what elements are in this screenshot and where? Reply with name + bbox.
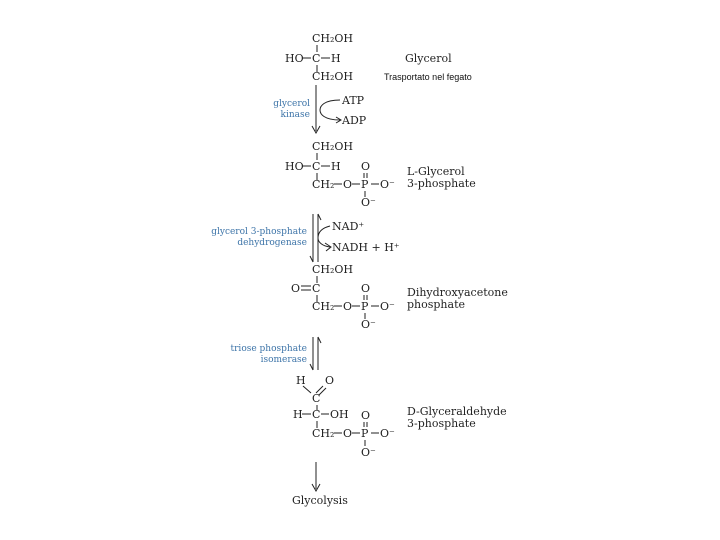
dhap-structure [291, 263, 395, 331]
g3p-phosphorus: P [361, 178, 369, 191]
g3p-right-group: H [331, 160, 341, 173]
cofactor-nad: NAD⁺ [332, 220, 365, 233]
dhap-ester-oxygen: O [343, 300, 353, 313]
dhap-phosphorus: P [361, 300, 369, 313]
g3p-phosphate-o-bottom: O⁻ [361, 196, 376, 209]
g3p-ester-oxygen: O [343, 178, 353, 191]
dhap-phosphate-o-bottom: O⁻ [361, 318, 376, 331]
gap-phosphate-o-top: O [361, 409, 371, 422]
transport-note: Trasportato nel fegato [384, 72, 472, 82]
gap-center-carbon: C [312, 408, 321, 421]
glycerol-center-carbon: C [312, 52, 321, 65]
enzyme-g3p-dehydrogenase-line1: glycerol 3-phosphate [211, 227, 307, 237]
dhap-top-group: CH₂OH [312, 263, 354, 276]
cofactor-nadh: NADH + H⁺ [332, 241, 400, 254]
cofactor-adp: ADP [342, 114, 367, 127]
step-glycerol-kinase [273, 85, 366, 133]
gap-bottom-group: CH₂ [312, 427, 335, 440]
dhap-center-carbon: C [312, 282, 321, 295]
enzyme-g3p-dehydrogenase-line2: dehydrogenase [237, 238, 307, 248]
gap-phosphorus: P [361, 427, 369, 440]
dhap-phosphate-o-top: O [361, 282, 371, 295]
g3p-phosphate-o-right: O⁻ [380, 178, 395, 191]
g3p-left-group: HO [285, 160, 304, 173]
g3p-label-line2: 3-phosphate [407, 177, 476, 190]
gap-aldehyde-h: H [296, 374, 306, 387]
gap-structure [293, 374, 395, 459]
enzyme-glycerol-kinase-line2: kinase [280, 110, 310, 120]
gap-phosphate-o-right: O⁻ [380, 427, 395, 440]
dhap-carbonyl-oxygen: O [291, 282, 301, 295]
glycerol-3-phosphate-structure [285, 140, 395, 209]
gap-label-line1: D-Glyceraldehyde [407, 405, 507, 418]
g3p-phosphate-o-top: O [361, 160, 371, 173]
step-g3p-dehydrogenase [211, 214, 400, 262]
enzyme-glycerol-kinase-line1: glycerol [273, 99, 310, 109]
dhap-label-line2: phosphate [407, 298, 466, 311]
g3p-top-group: CH₂OH [312, 140, 354, 153]
dhap-bottom-group: CH₂ [312, 300, 335, 313]
g3p-label-line1: L-Glycerol [407, 165, 465, 178]
gap-hydroxyl: OH [330, 408, 349, 421]
glycerol-bottom-group: CH₂OH [312, 70, 354, 83]
gap-aldehyde-carbon: C [312, 392, 321, 405]
glycerol-structure [285, 32, 353, 83]
glycerol-top-group: CH₂OH [312, 32, 354, 45]
gap-aldehyde-o: O [325, 374, 335, 387]
arrow-to-glycolysis [312, 462, 320, 491]
glycolysis-label: Glycolysis [292, 494, 348, 507]
enzyme-tpi-line1: triose phosphate [230, 344, 307, 354]
g3p-bottom-group: CH₂ [312, 178, 335, 191]
gap-label-line2: 3-phosphate [407, 417, 476, 430]
gap-left-h: H [293, 408, 303, 421]
g3p-center-carbon: C [312, 160, 321, 173]
glycerol-label: Glycerol [405, 52, 452, 65]
gap-ester-oxygen: O [343, 427, 353, 440]
dhap-phosphate-o-right: O⁻ [380, 300, 395, 313]
step-triose-phosphate-isomerase [231, 337, 321, 370]
dhap-label-line1: Dihydroxyacetone [407, 286, 508, 299]
gap-phosphate-o-bottom: O⁻ [361, 446, 376, 459]
enzyme-tpi-line2: isomerase [260, 355, 307, 365]
glycerol-left-group: HO [285, 52, 304, 65]
glycerol-right-group: H [331, 52, 341, 65]
cofactor-atp: ATP [342, 94, 365, 107]
